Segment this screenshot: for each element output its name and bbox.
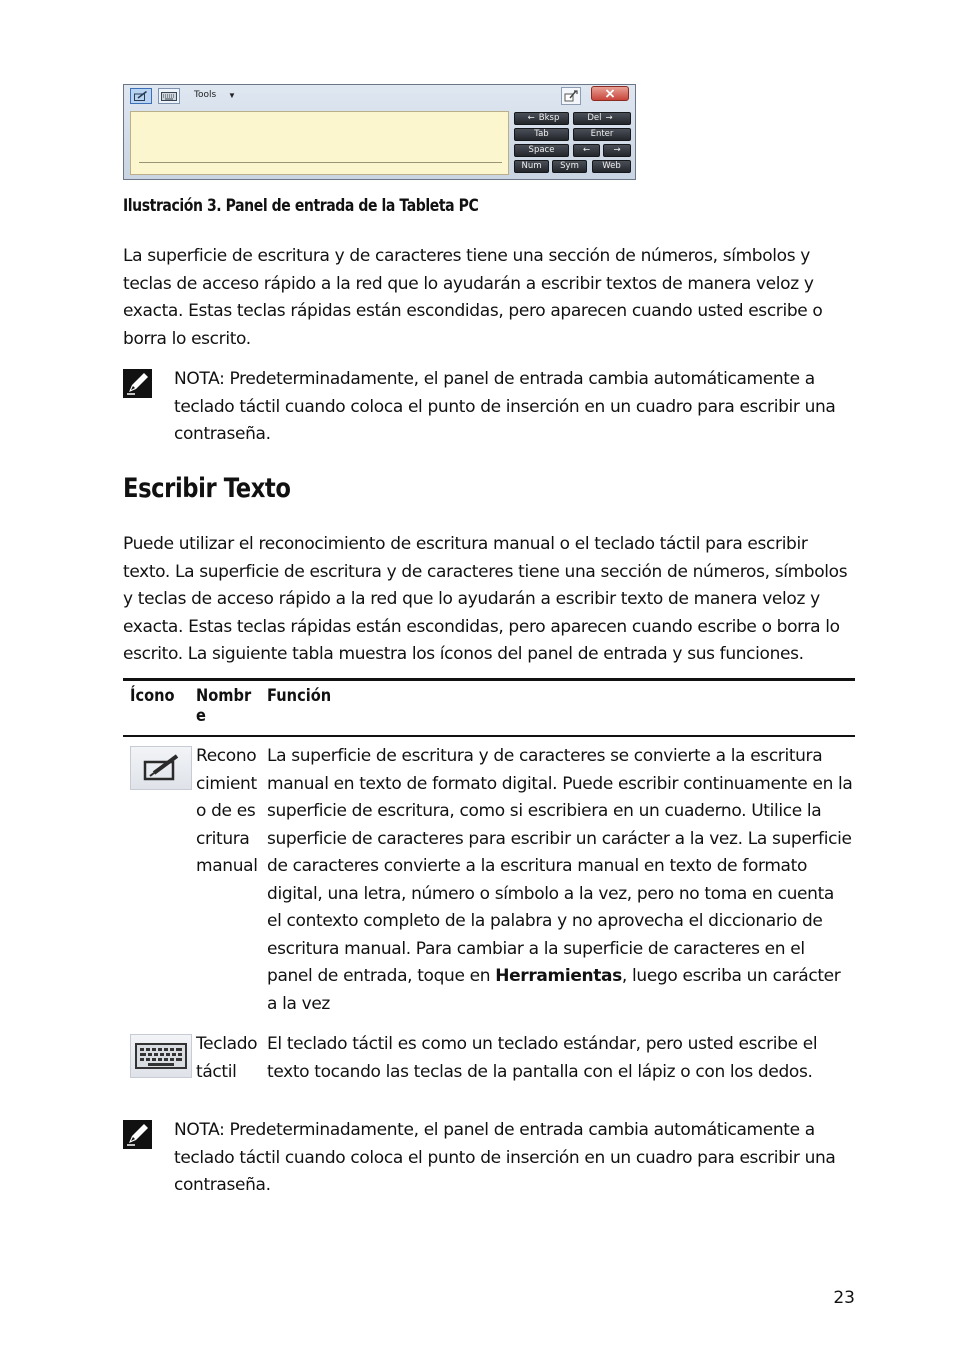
backspace-key[interactable] <box>514 112 569 125</box>
num-key[interactable]: Num <box>514 160 549 173</box>
handwriting-pen-icon <box>134 91 148 101</box>
figure-caption: Ilustración 3. Panel de entrada de la Tableta PC <box>123 196 479 215</box>
note-2 <box>174 1117 859 1200</box>
table-header-rule <box>123 735 855 737</box>
close-icon <box>605 89 615 98</box>
handwriting-pen-icon <box>140 752 182 784</box>
handwriting-mode-button[interactable] <box>130 88 152 104</box>
arrow-left-key[interactable]: ← <box>573 144 600 157</box>
table-top-rule <box>123 678 855 681</box>
tablet-input-panel-screenshot <box>123 84 636 180</box>
chevron-down-icon[interactable]: ▼ <box>228 91 236 100</box>
dock-button[interactable] <box>561 87 581 105</box>
tab-key[interactable]: Tab <box>514 128 569 141</box>
writing-pad[interactable] <box>130 111 509 175</box>
table-row-name: Reconocimiento de escritura manual <box>196 746 258 876</box>
tools-menu[interactable]: Tools <box>194 90 217 100</box>
key-label: Del <box>587 113 602 123</box>
note-label: NOTA: <box>174 1120 225 1140</box>
table-header-icon: Ícono <box>130 686 175 706</box>
close-button[interactable] <box>591 86 629 101</box>
note-body: Predeterminadamente, el panel de entrada cambia automáticamente a teclado táctil cuando coloca el punto de inserción en un cuadro para escribir una contraseña. <box>174 1120 836 1195</box>
table-header-name: Nombre <box>196 686 252 726</box>
table-row-name: Teclado táctil <box>196 1034 258 1082</box>
table-row-icon-cell <box>130 1034 192 1078</box>
keyboard-icon <box>135 1042 187 1070</box>
arrow-left-icon: ← <box>527 113 535 123</box>
table-row-icon-cell <box>130 746 192 790</box>
note-1 <box>174 366 859 449</box>
sym-key[interactable]: Sym <box>552 160 587 173</box>
space-key[interactable]: Space <box>514 144 569 157</box>
arrow-right-icon: → <box>605 113 613 123</box>
page-number: 23 <box>833 1288 855 1308</box>
web-key[interactable]: Web <box>592 160 631 173</box>
note-pencil-icon <box>123 369 152 398</box>
note-body: Predeterminadamente, el panel de entrada cambia automáticamente a teclado táctil cuando coloca el punto de inserción en un cuadro para escribir una contraseña. <box>174 369 836 444</box>
note-pencil-icon <box>123 1120 152 1149</box>
table-row-function <box>267 743 853 1018</box>
writing-baseline <box>139 162 502 163</box>
arrow-right-key[interactable]: → <box>603 144 631 157</box>
paragraph-escribir-texto: Puede utilizar el reconocimiento de escritura manual o el teclado táctil para escribir texto. La superficie de escritura y de caracteres tiene una sección de números, símbolos y teclas de acceso rápido a la red que lo ayudarán a escribir texto de manera veloz y exacta. Estas teclas rápidas están escondidas, pero aparecen cuando escribe o borra lo escrito. La siguiente tabla muestra los íconos del panel de entrada y sus funciones. <box>123 534 848 664</box>
section-heading: Escribir Texto <box>123 473 291 504</box>
keyboard-mode-button[interactable] <box>158 88 180 104</box>
table-header-function: Función <box>267 686 332 706</box>
table-row-function: El teclado táctil es como un teclado estándar, pero usted escribe el texto tocando las teclas de la pantalla con el lápiz o con los dedos. <box>267 1034 818 1082</box>
note-label: NOTA: <box>174 369 225 389</box>
delete-key[interactable] <box>573 112 631 125</box>
function-text: , luego escriba un carácter a la vez <box>267 966 841 1014</box>
keyboard-icon <box>161 92 177 101</box>
key-label: Bksp <box>538 113 560 123</box>
input-panel-toolbar <box>124 85 635 107</box>
herramientas-term: Herramientas <box>495 966 622 986</box>
enter-key[interactable]: Enter <box>573 128 631 141</box>
paragraph-intro: La superficie de escritura y de caracteres tiene una sección de números, símbolos y teclas de acceso rápido a la red que lo ayudarán a escribir textos de manera veloz y exacta. Estas teclas rápidas están escondidas, pero aparecen cuando usted escribe o borra lo escrito. <box>123 246 823 349</box>
dock-icon <box>564 90 578 102</box>
function-text: La superficie de escritura y de caracteres se convierte a la escritura manual en texto de formato digital. Puede escribir continuamente en la superficie de escritura, como si escribiera en un cuaderno. Utilice la superficie de caracteres para escribir un carácter a la vez. La superficie de caracteres convierte a la escritura manual en texto de formato digital, una letra, número o símbolo a la vez, pero no toma en cuenta el contexto completo de la palabra y no aprovecha el diccionario de escritura manual. Para cambiar a la superficie de caracteres en el panel de entrada, toque en <box>267 746 853 986</box>
